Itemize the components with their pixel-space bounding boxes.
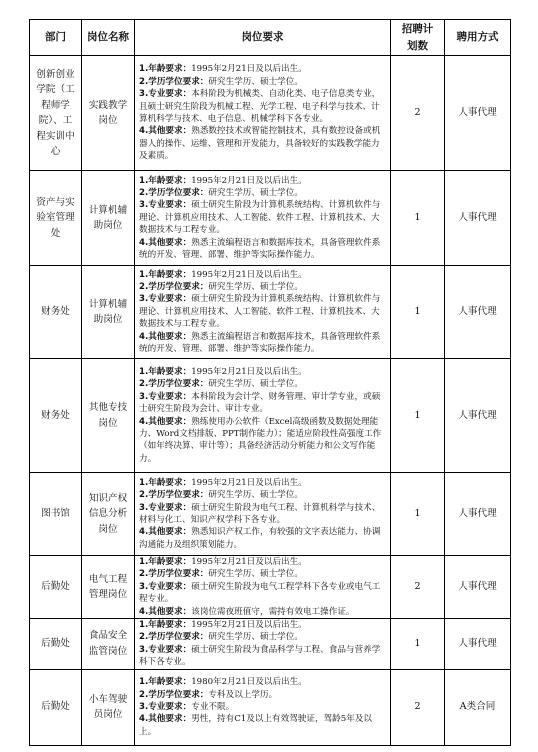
requirement-text: 硕士研究生阶段为计算机系统结构、计算机软件与理论、计算机应用技术、人工智能、软件工程、计算机技术、大数据技术与工程专业。 [139,200,381,236]
plan-count-cell: 2 [391,669,445,745]
requirement-text: 研究生学历、硕士学位。 [208,281,303,292]
requirement-item [139,366,387,378]
requirement-key: 2.学历学位要求： [139,76,209,87]
recruitment-table-page [29,19,510,746]
requirement-item [139,281,387,293]
requirement-item [139,556,387,568]
table-row [30,473,511,556]
requirement-item [139,701,387,713]
requirement-key: 4.其他要求： [139,331,192,342]
table-row [30,556,511,619]
requirement-key: 1.年龄要求： [139,64,192,75]
requirement-key: 4.其他要求： [139,527,192,538]
requirement-key: 2.学历学位要求： [139,490,209,501]
requirement-text: 1995年2月21日及以后出生。 [191,620,307,631]
requirement-item [139,477,387,489]
employment-method-cell: 人事代理 [445,56,511,171]
dept-cell: 后勤处 [30,619,82,670]
requirement-text: 1980年2月21日及以后出生。 [191,677,307,688]
employment-method-cell: A类合同 [445,669,511,745]
requirement-key: 2.学历学位要求： [139,187,209,198]
requirement-text: 研究生学历、硕士学位。 [208,569,303,580]
requirement-key: 4.其他要求： [139,237,192,248]
requirement-item [139,619,387,631]
table-row [30,171,511,266]
requirement-item [139,88,387,125]
requirement-key: 3.专业要求： [139,581,192,592]
requirement-item [139,378,387,390]
requirement-item [139,502,387,527]
requirement-text: 硕士研究生阶段为计算机系统结构、计算机软件与理论、计算机应用技术、人工智能、软件工程、计算机技术、大数据技术与工程专业。 [139,294,381,330]
requirement-key: 3.专业要求： [139,89,192,100]
dept-cell: 资产与实验室管理处 [30,171,82,266]
requirement-key: 4.其他要求： [139,606,192,617]
requirement-key: 3.专业要求： [139,644,192,655]
requirement-key: 1.年龄要求： [139,477,192,488]
requirements-cell [135,473,391,556]
requirements-cell [135,266,391,359]
dept-cell: 图书馆 [30,473,82,556]
requirement-key: 2.学历学位要求： [139,632,209,643]
requirement-text: 专科及以上学历。 [208,689,278,700]
requirement-item [139,391,387,416]
plan-count-cell: 1 [391,359,445,473]
requirements-cell [135,171,391,266]
requirement-text: 该岗位需夜班值守，需持有效电工操作证。 [191,606,355,617]
requirement-item [139,416,387,466]
plan-count-cell: 1 [391,171,445,266]
requirement-text: 熟悉主流编程语言和数据库技术，具备管理软件系统的开发、管理、部署、维护等实际操作能力。 [139,331,381,355]
requirement-text: 1995年2月21日及以后出生。 [191,269,307,280]
post-cell: 知识产权信息分析岗位 [82,473,135,556]
plan-count-cell: 1 [391,266,445,359]
requirement-text: 熟悉主流编程语言和数据库技术，具备管理软件系统的开发、管理、部署、维护等实际操作能力。 [139,237,381,261]
plan-count-cell: 2 [391,556,445,619]
requirement-text: 硕士研究生阶段为电气工程学科下各专业或电气工程专业。 [139,581,381,605]
requirement-item [139,76,387,88]
requirement-text: 研究生学历、硕士学位。 [208,490,303,501]
dept-cell: 后勤处 [30,669,82,745]
header-dept: 部门 [30,20,82,56]
requirement-item [139,125,387,162]
requirement-item [139,489,387,501]
requirement-text: 本科阶段为机械类、自动化类、电子信息类专业，且硕士研究生阶段为机械工程、光学工程、电子科学与技术、计算机科学与技术、电子信息、机械学科下各专业。 [139,89,381,124]
requirements-cell [135,359,391,473]
employment-method-cell: 人事代理 [445,473,511,556]
requirement-item [139,676,387,688]
requirement-text: 1995年2月21日及以后出生。 [191,64,307,75]
requirement-text: 硕士研究生阶段为食品科学与工程、食品与营养学科下各专业。 [139,644,381,668]
requirement-text: 熟悉知识产权工作，有较强的文字表达能力、协调沟通能力及组织策划能力。 [139,527,381,550]
requirement-text: 专业不限。 [191,701,235,712]
requirement-item [139,199,387,236]
dept-cell: 财务处 [30,266,82,359]
requirement-text: 研究生学历、硕士学位。 [208,76,303,87]
post-cell: 计算机辅助岗位 [82,266,135,359]
requirement-item [139,187,387,199]
dept-cell: 财务处 [30,359,82,473]
dept-cell: 创新创业学院（工程师学院）、工程实训中心 [30,56,82,171]
requirement-item [139,689,387,701]
requirement-key: 1.年龄要求： [139,269,192,280]
requirement-item [139,293,387,330]
requirement-key: 3.专业要求： [139,391,192,402]
requirement-key: 4.其他要求： [139,126,192,137]
requirement-key: 1.年龄要求： [139,620,192,631]
requirement-key: 3.专业要求： [139,200,192,211]
requirement-text: 1995年2月21日及以后出生。 [191,477,307,488]
requirement-key: 3.专业要求： [139,294,192,305]
requirement-key: 4.其他要求： [139,714,192,725]
requirement-key: 4.其他要求： [139,416,192,427]
requirement-key: 2.学历学位要求： [139,379,209,390]
requirements-cell [135,56,391,171]
post-cell: 小车驾驶员岗位 [82,669,135,745]
requirement-text: 研究生学历、硕士学位。 [208,187,303,198]
plan-count-cell: 1 [391,473,445,556]
requirement-item [139,269,387,281]
requirement-item [139,63,387,75]
requirement-item [139,713,387,738]
post-cell: 计算机辅助岗位 [82,171,135,266]
requirements-cell [135,556,391,619]
requirement-text: 熟练使用办公软件（Excel高级函数及数据处理能力、Word文档排版、PPT制作能力）；能适应阶段性高强度工作（如年终决算、审计等）；具备经济活动分析能力和公文写作能力。 [139,416,382,464]
requirement-key: 3.专业要求： [139,701,192,712]
requirements-cell [135,669,391,745]
requirement-key: 2.学历学位要求： [139,569,209,580]
table-row [30,669,511,745]
requirement-item [139,644,387,669]
employment-method-cell: 人事代理 [445,359,511,473]
requirement-item [139,237,387,262]
post-cell: 食品安全监管岗位 [82,619,135,670]
requirement-item [139,568,387,580]
requirement-item [139,526,387,551]
requirement-text: 男性，持有C1及以上有效驾驶证，驾龄5年及以上。 [139,714,373,737]
requirement-key: 3.专业要求： [139,502,192,513]
requirement-item [139,581,387,606]
post-cell: 其他专技岗位 [82,359,135,473]
requirement-key: 2.学历学位要求： [139,281,209,292]
requirement-text: 本科阶段为会计学、财务管理、审计学专业，或硕士研究生阶段为会计、审计专业。 [139,391,381,415]
requirement-text: 1995年2月21日及以后出生。 [191,366,307,377]
header-employment-method: 聘用方式 [445,20,511,56]
header-row [30,20,511,56]
requirement-item [139,631,387,643]
dept-cell: 后勤处 [30,556,82,619]
requirement-item [139,331,387,356]
header-requirements: 岗位要求 [135,20,391,56]
requirement-text: 硕士研究生阶段为电气工程、计算机科学与技术、材料与化工、知识产权学科下各专业。 [139,502,381,525]
recruitment-table [29,19,511,746]
plan-count-cell: 2 [391,56,445,171]
requirement-text: 研究生学历、硕士学位。 [208,379,303,390]
plan-count-cell: 1 [391,619,445,670]
employment-method-cell: 人事代理 [445,619,511,670]
requirement-key: 2.学历学位要求： [139,689,209,700]
requirement-key: 1.年龄要求： [139,677,192,688]
header-post: 岗位名称 [82,20,135,56]
requirement-key: 1.年龄要求： [139,366,192,377]
table-row [30,56,511,171]
table-row [30,619,511,670]
requirement-key: 1.年龄要求： [139,175,192,186]
requirement-key: 1.年龄要求： [139,557,192,567]
table-row [30,266,511,359]
requirements-cell [135,619,391,670]
requirement-item [139,606,387,618]
post-cell: 电气工程管理岗位 [82,556,135,619]
employment-method-cell: 人事代理 [445,556,511,619]
requirement-text: 1995年2月21日及以后出生。 [191,175,307,186]
requirement-text: 1995年2月21日及以后出生。 [191,557,307,567]
header-plan-count: 招聘计划数 [391,20,445,56]
table-row [30,359,511,473]
requirement-item [139,175,387,187]
requirement-text: 熟悉数控技术或智能控制技术，具有数控设备或机器人的操作、运维、管理和开发能力，具备较好的实践教学能力及素质。 [139,126,381,162]
employment-method-cell: 人事代理 [445,171,511,266]
requirement-text: 研究生学历、硕士学位。 [208,632,303,643]
employment-method-cell: 人事代理 [445,266,511,359]
post-cell: 实践教学岗位 [82,56,135,171]
